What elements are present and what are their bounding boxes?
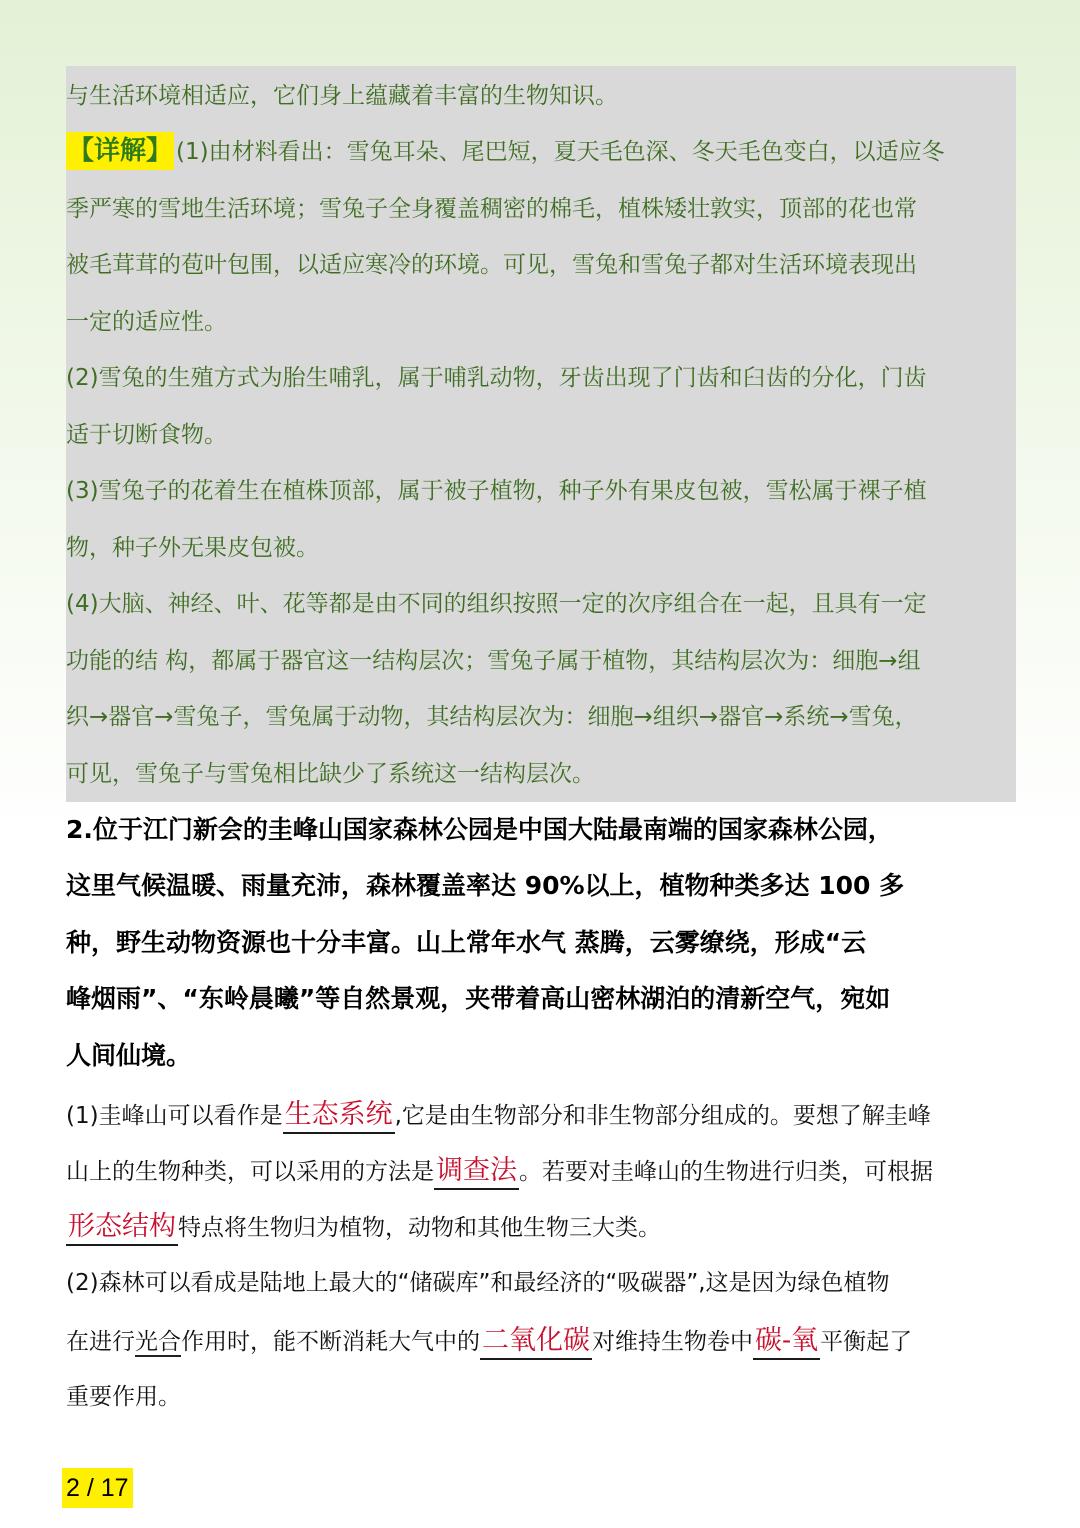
detail-tag: 【详解】 <box>66 132 174 170</box>
question-line: 人间仙境。 <box>66 1041 192 1070</box>
handwritten-answer: 二氧化碳 <box>480 1324 592 1360</box>
answer-line: 与生活环境相适应，它们身上蕴藏着丰富的生物知识。 <box>66 83 618 109</box>
handwritten-answer: 形态结构 <box>66 1210 178 1246</box>
answer-line: 【详解】 (1)由材料看出：雪兔耳朵、尾巴短，夏天毛色深、冬天毛色变白，以适应冬 <box>66 132 1016 172</box>
question-line: 这里气候温暖、雨量充沛，森林覆盖率达 90%以上，植物种类多达 100 多 <box>66 871 905 900</box>
handwritten-answer: 碳-氧 <box>753 1324 820 1360</box>
handwritten-answer: 调查法 <box>434 1154 519 1190</box>
answer-line: (3)雪兔子的花着生在植株顶部，属于被子植物，种子外有果皮包被，雪松属于裸子植 <box>66 478 927 504</box>
underlined-answer: 光合 <box>135 1329 181 1355</box>
sub-question-1-line: 山上的生物种类，可以采用的方法是调查法。若要对圭峰山的生物进行归类，可根据 <box>66 1150 1026 1194</box>
question-line: 2.位于江门新会的圭峰山国家森林公园是中国大陆最南端的国家森林公园， <box>66 815 893 844</box>
question-line: 种，野生动物资源也十分丰富。山上常年水气 蒸腾，云雾缭绕，形成“云 <box>66 928 867 957</box>
answer-line: 物，种子外无果皮包被。 <box>66 535 319 561</box>
answer-line: 可见，雪兔子与雪兔相比缺少了系统这一结构层次。 <box>66 761 595 787</box>
answer-line: 织→器官→雪兔子，雪兔属于动物，其结构层次为：细胞→组织→器官→系统→雪兔， <box>66 704 918 730</box>
sub-question-2-line: 重要作用。 <box>66 1384 181 1410</box>
answer-line: 适于切断食物。 <box>66 422 227 448</box>
sub-question-1-line: (1)圭峰山可以看作是生态系统,它是由生物部分和非生物部分组成的。要想了解圭峰 <box>66 1094 1026 1138</box>
page-number: 2 / 17 <box>62 1468 133 1508</box>
answer-line: 功能的结 构，都属于器官这一结构层次；雪兔子属于植物，其结构层次为：细胞→组 <box>66 648 921 674</box>
handwritten-answer: 生态系统 <box>283 1098 395 1134</box>
answer-line: 季严寒的雪地生活环境；雪兔子全身覆盖稠密的棉毛，植株矮壮敦实，顶部的花也常 <box>66 196 917 222</box>
answer-line: 被毛茸茸的苞叶包围，以适应寒冷的环境。可见，雪兔和雪兔子都对生活环境表现出 <box>66 252 917 278</box>
answer-line: (2)雪兔的生殖方式为胎生哺乳，属于哺乳动物，牙齿出现了门齿和臼齿的分化，门齿 <box>66 365 927 391</box>
question-line: 峰烟雨”、“东岭晨曦”等自然景观，夹带着高山密林湖泊的清新空气，宛如 <box>66 984 891 1013</box>
sub-question-1-line: 形态结构特点将生物归为植物，动物和其他生物三大类。 <box>66 1206 1026 1250</box>
sub-question-2-line: 在进行光合作用时，能不断消耗大气中的二氧化碳对维持生物卷中碳-氧平衡起了 <box>66 1320 1026 1364</box>
answer-line: (4)大脑、神经、叶、花等都是由不同的组织按照一定的次序组合在一起，且具有一定 <box>66 591 927 617</box>
answer-line: 一定的适应性。 <box>66 309 227 335</box>
sub-question-2-line: (2)森林可以看成是陆地上最大的“储碳库”和最经济的“吸碳器”,这是因为绿色植物 <box>66 1270 890 1296</box>
